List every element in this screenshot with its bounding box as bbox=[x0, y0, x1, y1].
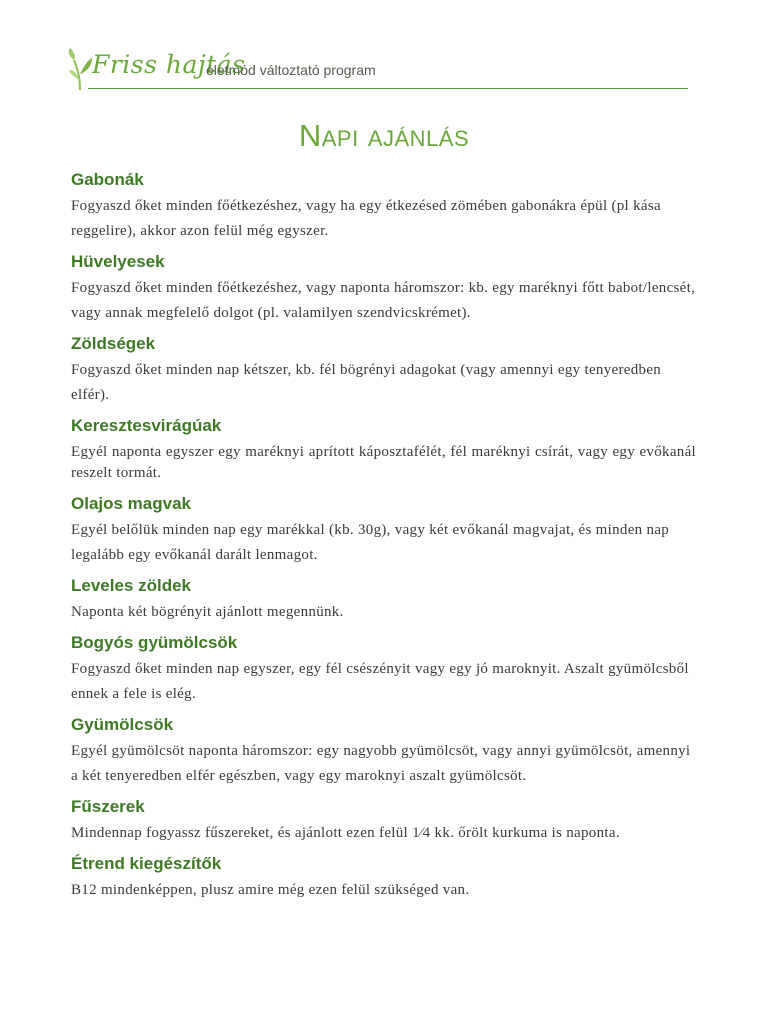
brand-tagline: életmód változtató program bbox=[206, 62, 376, 78]
section-heading: Gyümölcsök bbox=[71, 715, 174, 734]
section-heading: Keresztesvirágúak bbox=[71, 416, 222, 435]
section-leveles-zoldek bbox=[71, 574, 696, 625]
section-text: B12 mindenképpen, plusz amire még ezen felül szükséged van. bbox=[71, 882, 470, 898]
sprout-icon bbox=[68, 46, 94, 92]
section-text: Fogyaszd őket minden főétkezéshez, vagy ha egy étkezésed zömében gabonákra épül (pl kása reggelire), akkor azon felül még egyszer. bbox=[71, 198, 661, 239]
section-etrend-kiegeszitok bbox=[71, 852, 696, 903]
section-text: Fogyaszd őket minden nap egyszer, egy fél csészényit vagy egy jó maroknyit. Aszalt gyümölcsből ennek a fele is elég. bbox=[71, 661, 689, 702]
brand-name: Friss hajtás bbox=[92, 50, 246, 79]
section-text: Fogyaszd őket minden nap kétszer, kb. fél bögrényi adagokat (vagy amennyi egy tenyeredben elfér). bbox=[71, 362, 662, 403]
section-text: Egyél gyümölcsöt naponta háromszor: egy nagyobb gyümölcsöt, vagy annyi gyümölcsöt, amennyi a két tenyeredben elfér egészben, vagy egy maroknyi aszalt gyümölcsöt. bbox=[71, 743, 691, 784]
section-text: Mindennap fogyassz fűszereket, és ajánlott ezen felül 1⁄4 kk. őrölt kurkuma is naponta. bbox=[71, 825, 620, 841]
section-heading: Hüvelyesek bbox=[71, 252, 165, 271]
recommendation-list bbox=[71, 168, 696, 909]
header-divider bbox=[88, 88, 688, 89]
header-logo bbox=[68, 44, 688, 94]
section-heading: Leveles zöldek bbox=[71, 576, 192, 595]
section-olajos-magvak bbox=[71, 492, 696, 568]
section-fuszerek bbox=[71, 795, 696, 846]
section-heading: Gabonák bbox=[71, 170, 144, 189]
section-zoldsegek bbox=[71, 332, 696, 408]
section-text: Egyél belőlük minden nap egy marékkal (kb. 30g), vagy két evőkanál magvajat, és minden nap legalább egy evőkanál darált lenmagot. bbox=[71, 522, 670, 563]
section-bogyos-gyumolcsok bbox=[71, 631, 696, 707]
section-gabonak bbox=[71, 168, 696, 244]
section-heading: Étrend kiegészítők bbox=[71, 854, 222, 873]
section-huvelyesek bbox=[71, 250, 696, 326]
section-heading: Olajos magvak bbox=[71, 494, 192, 513]
page-title: Napi ajánlás bbox=[298, 118, 470, 153]
section-heading: Fűszerek bbox=[71, 797, 145, 816]
section-text: Fogyaszd őket minden főétkezéshez, vagy naponta háromszor: kb. egy maréknyi főtt babot/lencsét, vagy annak megfelelő dolgot (pl. valamilyen szendvicskrémet). bbox=[71, 280, 696, 321]
section-text: Egyél naponta egyszer egy maréknyi aprított káposztafélét, fél maréknyi csírát, vagy egy evőkanál reszelt tormát. bbox=[71, 444, 696, 481]
section-heading: Zöldségek bbox=[71, 334, 156, 353]
section-gyumolcsok bbox=[71, 713, 696, 789]
section-heading: Bogyós gyümölcsök bbox=[71, 633, 238, 652]
section-text: Naponta két bögrényit ajánlott megennünk. bbox=[71, 604, 344, 620]
section-keresztesviraguak bbox=[71, 414, 696, 484]
